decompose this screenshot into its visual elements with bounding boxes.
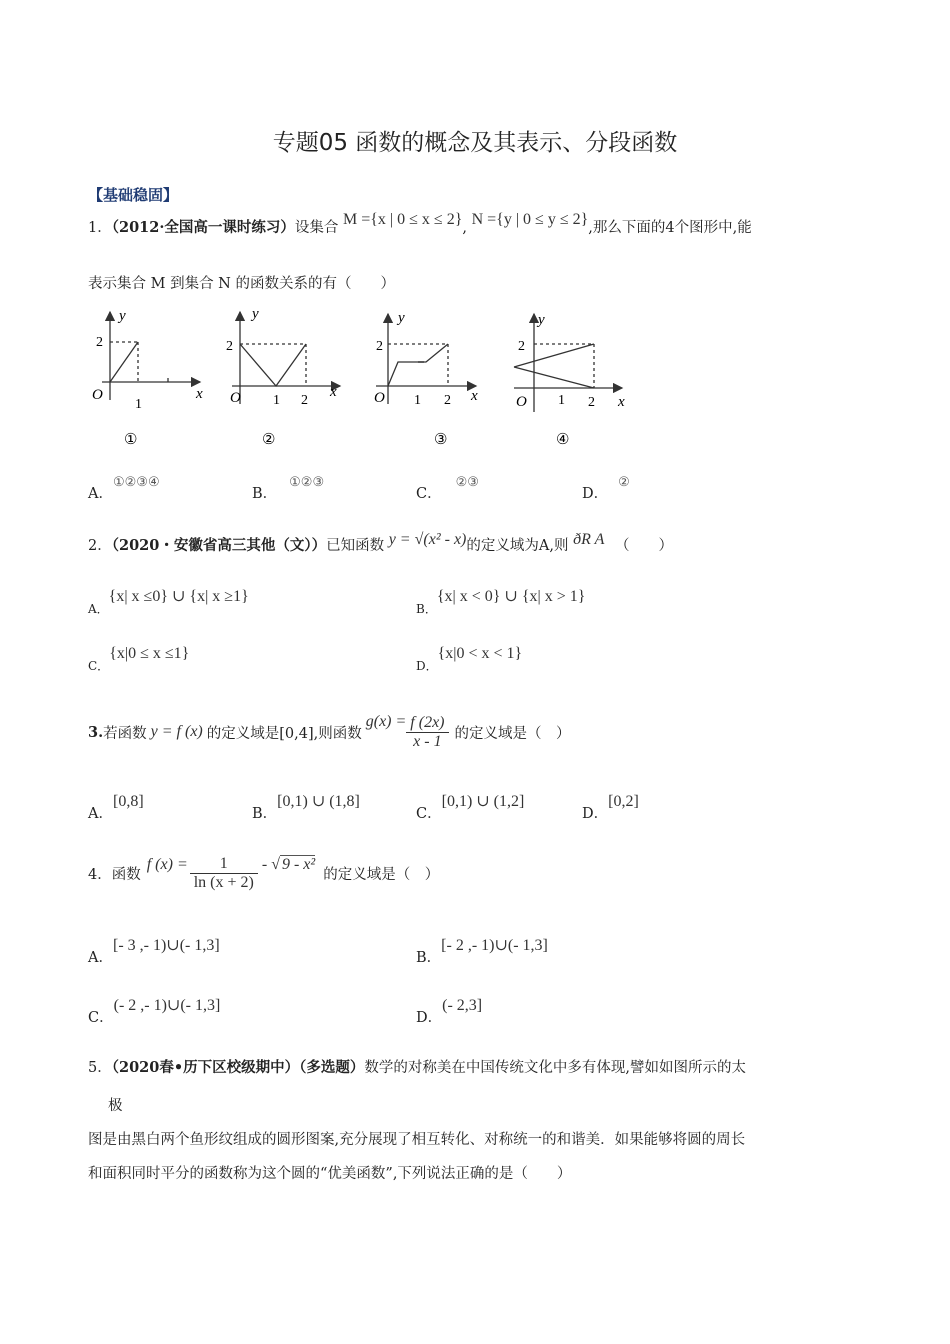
option-label: B． bbox=[416, 602, 437, 616]
graph-4 bbox=[514, 314, 622, 412]
section-header: 【基础稳固】 bbox=[88, 186, 179, 204]
option-label: A． bbox=[88, 486, 113, 502]
question-text: 函数 bbox=[111, 866, 141, 883]
question-text: 若函数 bbox=[103, 725, 147, 742]
y-axis-label: y bbox=[119, 308, 126, 324]
function-graphs bbox=[80, 300, 640, 450]
tick-label: 1 bbox=[273, 393, 280, 408]
option-value: ②③ bbox=[455, 475, 479, 490]
tick-label: 2 bbox=[518, 339, 525, 354]
sqrt-expression: √ 9 - x² bbox=[271, 856, 316, 873]
q2-option-a bbox=[88, 586, 249, 616]
tick-label: 2 bbox=[588, 395, 595, 410]
origin-label: O bbox=[92, 387, 103, 403]
fraction-numerator: f (2x) bbox=[406, 714, 448, 733]
option-value: ①②③ bbox=[289, 475, 325, 490]
question-5-line-1b: 极 bbox=[108, 1098, 123, 1114]
tick-label: 1 bbox=[558, 393, 565, 408]
option-value: ①②③④ bbox=[112, 475, 160, 490]
question-source: （2012·全国高一课时练习） bbox=[111, 219, 295, 236]
q3-option-a bbox=[88, 790, 144, 822]
question-number: 2． bbox=[88, 538, 112, 554]
graph-label-3: ③ bbox=[434, 432, 448, 448]
fraction-numerator: 1 bbox=[190, 855, 258, 874]
option-value: {x|0 < x < 1} bbox=[437, 645, 523, 662]
question-2-line-1 bbox=[88, 531, 673, 566]
set-m-formula: M ={x | 0 ≤ x ≤ 2} bbox=[343, 211, 463, 228]
complement-symbol: ðR A bbox=[573, 531, 605, 548]
answer-paren: （ ） bbox=[614, 538, 673, 554]
option-value: [0,1) ∪ (1,2] bbox=[441, 793, 525, 810]
option-value: [0,8] bbox=[112, 793, 144, 810]
option-label: D． bbox=[582, 486, 609, 502]
q2-option-b bbox=[416, 586, 586, 616]
option-label: C． bbox=[88, 659, 110, 673]
tick-label: 1 bbox=[414, 393, 421, 408]
y-axis-label: y bbox=[398, 310, 405, 326]
question-text: 已知函数 bbox=[326, 538, 385, 554]
q4-option-c bbox=[88, 994, 221, 1026]
function-formula: y = f (x) bbox=[150, 723, 203, 740]
origin-label: O bbox=[230, 390, 241, 406]
option-value: [0,1) ∪ (1,8] bbox=[277, 793, 360, 810]
option-label: C． bbox=[88, 1010, 114, 1026]
question-text: 的定义域为A,则 bbox=[466, 538, 569, 554]
tick-label: 2 bbox=[226, 339, 233, 354]
tick-label: 2 bbox=[96, 335, 103, 350]
option-value: {x| x < 0} ∪ {x| x > 1} bbox=[436, 588, 586, 605]
f-fraction bbox=[190, 855, 258, 892]
question-text: ,那么下面的4个图形中,能 bbox=[588, 220, 752, 236]
question-number: 5． bbox=[88, 1060, 112, 1076]
option-value: [0,2] bbox=[608, 793, 639, 810]
option-label: C． bbox=[416, 486, 442, 502]
graph-label-1: ① bbox=[124, 432, 138, 448]
question-text: 的定义域是[0,4],则函数 bbox=[206, 725, 362, 742]
option-value: {x| x ≤0} ∪ {x| x ≥1} bbox=[108, 588, 249, 605]
q3-option-b bbox=[252, 790, 360, 822]
question-source: （2020・安徽省高三其他（文）） bbox=[111, 537, 327, 554]
y-axis-label: y bbox=[252, 306, 259, 322]
question-text: 设集合 bbox=[294, 220, 339, 236]
option-label: A． bbox=[88, 950, 113, 966]
option-label: D． bbox=[416, 1010, 443, 1026]
question-1-line-2: 表示集合 M 到集合 N 的函数关系的有（ ） bbox=[88, 276, 395, 292]
q2-option-c bbox=[88, 645, 190, 673]
set-n-formula: N ={y | 0 ≤ y ≤ 2} bbox=[471, 211, 589, 228]
g-lhs: g(x) = bbox=[365, 713, 407, 730]
question-source: （2020春•历下区校级期中）（多选题） bbox=[111, 1059, 365, 1076]
question-text: 数学的对称美在中国传统文化中多有体现,譬如如图所示的太 bbox=[364, 1060, 746, 1076]
option-value: [- 2 ,- 1)∪(- 1,3] bbox=[441, 937, 548, 954]
comma: , bbox=[462, 220, 467, 236]
graph-2 bbox=[232, 312, 340, 404]
graph-1 bbox=[102, 312, 200, 400]
option-label: B． bbox=[252, 486, 278, 502]
option-value: ② bbox=[618, 475, 630, 490]
question-5-line-3: 和面积同时平分的函数称为这个圆的“优美函数”,下列说法正确的是（ ） bbox=[88, 1166, 572, 1182]
question-number: 3. bbox=[88, 723, 104, 741]
q4-option-d bbox=[416, 994, 483, 1026]
q3-option-d bbox=[582, 790, 639, 822]
q1-option-b bbox=[252, 470, 324, 506]
question-5-line-1 bbox=[88, 1056, 746, 1077]
f-lhs: f (x) = bbox=[146, 856, 188, 873]
option-label: C． bbox=[416, 806, 442, 822]
q3-option-c bbox=[416, 790, 525, 822]
x-axis-label: x bbox=[618, 394, 625, 410]
x-axis-label: x bbox=[196, 386, 203, 402]
tick-label: 1 bbox=[135, 397, 142, 412]
graph-3 bbox=[376, 314, 476, 404]
option-value: {x|0 ≤ x ≤1} bbox=[109, 645, 190, 662]
y-axis-label: y bbox=[538, 312, 545, 328]
question-text: 的定义域是（ ） bbox=[454, 725, 571, 742]
function-formula: y = √(x² - x) bbox=[388, 531, 467, 548]
fraction-denominator: ln (x + 2) bbox=[193, 873, 254, 891]
tick-label: 2 bbox=[376, 339, 383, 354]
question-number: 4． bbox=[88, 866, 112, 883]
option-value: (- 2 ,- 1)∪(- 1,3] bbox=[113, 997, 221, 1014]
option-label: A． bbox=[88, 806, 113, 822]
g-fraction bbox=[406, 714, 448, 751]
x-axis-label: x bbox=[471, 388, 478, 404]
sqrt-body: 9 - x² bbox=[281, 856, 316, 873]
question-text: 的定义域是（ ） bbox=[323, 866, 440, 883]
option-label: B． bbox=[416, 950, 442, 966]
question-4-line bbox=[88, 848, 439, 898]
question-number: 1． bbox=[88, 220, 112, 236]
q1-option-d bbox=[582, 470, 630, 506]
q4-option-b bbox=[416, 934, 548, 966]
minus-sign: - bbox=[261, 856, 268, 873]
tick-label: 2 bbox=[301, 393, 308, 408]
origin-label: O bbox=[516, 394, 527, 410]
tick-label: 2 bbox=[444, 393, 451, 408]
question-1-line-1 bbox=[88, 211, 752, 256]
q4-option-a bbox=[88, 934, 220, 966]
x-axis-label: x bbox=[330, 384, 337, 400]
option-label: B． bbox=[252, 806, 278, 822]
option-label: D． bbox=[416, 659, 438, 673]
question-3-line bbox=[88, 704, 571, 760]
option-value: [- 3 ,- 1)∪(- 1,3] bbox=[112, 937, 220, 954]
option-label: A． bbox=[88, 602, 109, 616]
q1-option-c bbox=[416, 470, 479, 506]
graph-label-2: ② bbox=[262, 432, 276, 448]
graph-label-4: ④ bbox=[556, 432, 570, 448]
q2-option-d bbox=[416, 645, 523, 673]
origin-label: O bbox=[374, 390, 385, 406]
option-label: D． bbox=[582, 806, 609, 822]
question-5-line-2: 图是由黑白两个鱼形纹组成的圆形图案,充分展现了相互转化、对称统一的和谐美．如果能够将圆的周长 bbox=[88, 1132, 746, 1148]
page-title: 专题05 函数的概念及其表示、分段函数 bbox=[272, 130, 678, 156]
option-value: (- 2,3] bbox=[442, 997, 483, 1014]
q1-option-a bbox=[88, 470, 160, 506]
fraction-denominator: x - 1 bbox=[413, 732, 442, 750]
